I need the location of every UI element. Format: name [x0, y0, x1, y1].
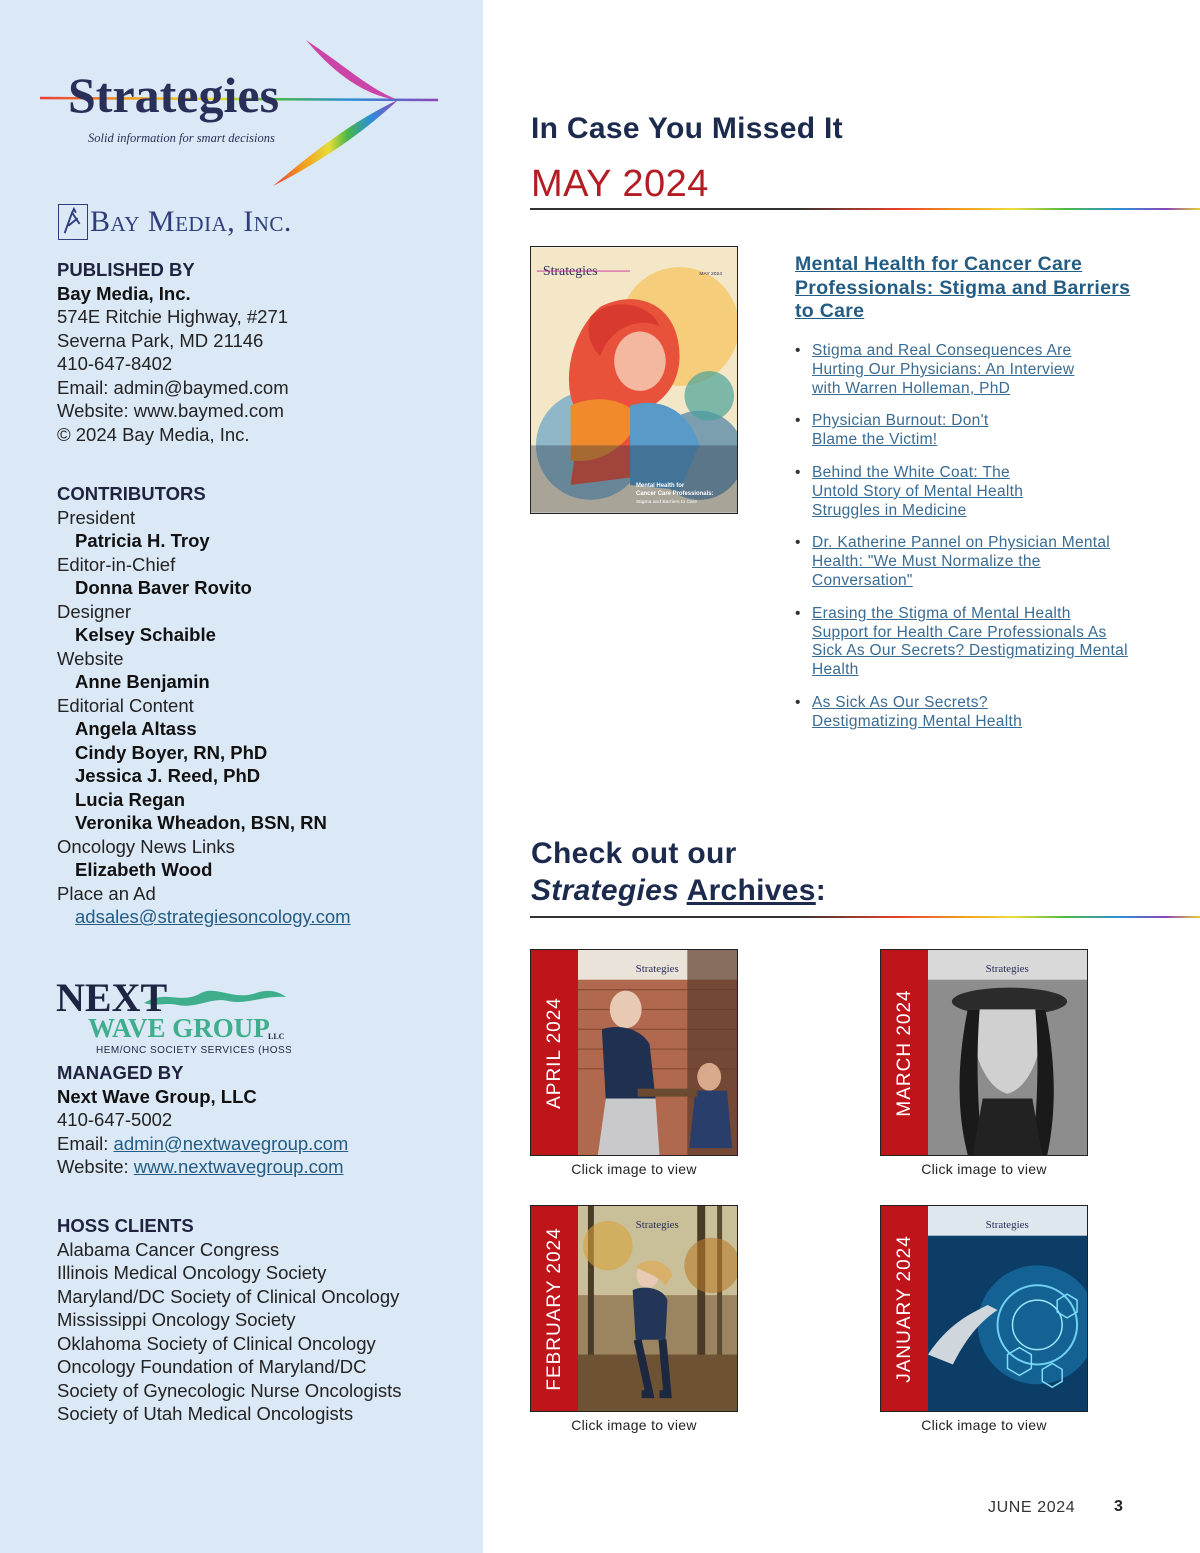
contributor-name: Jessica J. Reed, PhD [75, 765, 261, 786]
archives-heading [531, 835, 826, 909]
ad-email-link[interactable]: adsales@strategiesoncology.com [75, 906, 351, 927]
svg-text:MAY 2024: MAY 2024 [699, 272, 722, 278]
heron-icon [58, 204, 88, 240]
hoss-client: Illinois Medical Oncology Society [57, 1262, 327, 1283]
role-label: Website [57, 647, 124, 669]
archive-cover-february-2024[interactable] [530, 1205, 738, 1412]
sidebar [0, 0, 483, 1553]
rainbow-divider [530, 916, 1200, 918]
manager-email-link[interactable]: admin@nextwavegroup.com [113, 1132, 349, 1154]
article-link[interactable]: • Stigma and Real Consequences Are Hurting Our Physicians: An Interview with Warren Holleman, PhD [795, 342, 1095, 398]
rainbow-divider [530, 208, 1200, 210]
email-label: Email: [57, 1132, 114, 1154]
publisher-address-2: Severna Park, MD 21146 [57, 329, 264, 351]
cover-art [928, 1206, 1087, 1411]
role-label: Editor-in-Chief [57, 553, 176, 575]
svg-text:Strategies: Strategies [542, 263, 598, 279]
archives-heading-strategies: Strategies [531, 874, 680, 907]
hoss-client: Mississippi Oncology Society [57, 1309, 296, 1330]
manager-website-row [57, 1155, 348, 1179]
issue-month: MAY 2024 [531, 163, 709, 205]
svg-text:HEM/ONC SOCIETY SERVICES (HOSS: HEM/ONC SOCIETY SERVICES (HOSS) [96, 1045, 291, 1056]
archive-caption: Click image to view [921, 1161, 1047, 1177]
article-link[interactable]: • Dr. Katherine Pannel on Physician Mental Health: "We Must Normalize the Conversation" [795, 534, 1125, 590]
strategies-logo [38, 38, 443, 188]
contributor-name: Anne Benjamin [75, 671, 210, 692]
issue-month-label: APRIL 2024 [543, 996, 565, 1109]
cover-art [578, 1206, 737, 1411]
svg-text:Mental Health for: Mental Health for [635, 482, 685, 489]
svg-text:NEXT: NEXT [56, 975, 168, 1020]
manager-website-link[interactable]: www.nextwavegroup.com [133, 1156, 344, 1177]
archive-caption: Click image to view [571, 1417, 697, 1433]
svg-text:Strategies: Strategies [68, 67, 280, 123]
archives-heading-colon: : [815, 874, 827, 907]
managed-heading: MANAGED BY [57, 1062, 184, 1083]
issue-month-label: FEBRUARY 2024 [543, 1226, 565, 1391]
icymi-heading: In Case You Missed It [531, 112, 843, 145]
svg-text:LLC: LLC [268, 1032, 285, 1041]
svg-text:Strategies: Strategies [985, 962, 1029, 975]
hoss-client: Oncology Foundation of Maryland/DC [57, 1356, 367, 1377]
feature-article-link[interactable]: Mental Health for Cancer Care Professionals: Stigma and Barriers to Care [795, 253, 1131, 322]
role-label: Editorial Content [57, 694, 194, 716]
managed-by-block [57, 1061, 348, 1179]
contributor-name: Veronika Wheadon, BSN, RN [75, 812, 327, 833]
contributor-name: Lucia Regan [75, 788, 185, 810]
hoss-client: Society of Utah Medical Oncologists [57, 1403, 354, 1424]
svg-text:Strategies: Strategies [635, 962, 679, 975]
cover-art [578, 950, 737, 1155]
svg-text:Cancer Care Professionals:: Cancer Care Professionals: [635, 490, 714, 497]
archive-cover-january-2024[interactable] [880, 1205, 1088, 1412]
issue-band [881, 950, 928, 1155]
hoss-heading: HOSS CLIENTS [57, 1215, 194, 1236]
archives-link[interactable]: Archives [686, 874, 816, 907]
role-label: Designer [57, 600, 132, 622]
published-by-block [57, 258, 289, 446]
role-label: President [57, 506, 136, 528]
publisher-address-1: 574E Ritchie Highway, #271 [57, 306, 289, 327]
svg-text:WAVE GROUP: WAVE GROUP [88, 1013, 270, 1043]
may-2024-cover[interactable] [530, 246, 738, 514]
publisher-phone: 410-647-8402 [57, 353, 173, 374]
contributor-name: Kelsey Schaible [75, 624, 216, 645]
ad-label: Place an Ad [57, 882, 156, 904]
hoss-clients-block [57, 1214, 401, 1426]
manager-name: Next Wave Group, LLC [57, 1085, 257, 1107]
contributors-heading: CONTRIBUTORS [57, 483, 206, 504]
article-link[interactable]: • Physician Burnout: Don't Blame the Victim! [795, 412, 1005, 450]
issue-band [531, 1206, 578, 1411]
publisher-email: Email: admin@baymed.com [57, 376, 289, 398]
article-link[interactable]: • Erasing the Stigma of Mental Health Support for Health Care Professionals As Sick As Our Secrets? Destigmatizing Mental Health [795, 605, 1130, 680]
archive-caption: Click image to view [571, 1161, 697, 1177]
contributor-name: Donna Baver Rovito [75, 577, 252, 598]
bay-media-logo [58, 200, 358, 244]
article-list [795, 342, 1140, 746]
footer-issue: JUNE 2024 [988, 1499, 1076, 1516]
contributor-name: Angela Altass [75, 718, 197, 739]
svg-text:Solid information for smart de: Solid information for smart decisions [88, 131, 275, 145]
contributor-name: Cindy Boyer, RN, PhD [75, 741, 268, 763]
archives-heading-line1: Check out our [531, 837, 737, 870]
cover-art [928, 950, 1087, 1155]
hoss-client: Maryland/DC Society of Clinical Oncology [57, 1285, 400, 1307]
archive-cover-april-2024[interactable] [530, 949, 738, 1156]
publisher-website: Website: www.baymed.com [57, 400, 284, 421]
publisher-name: Bay Media, Inc. [57, 282, 191, 304]
manager-phone: 410-647-5002 [57, 1109, 173, 1130]
issue-month-label: JANUARY 2024 [893, 1234, 915, 1383]
svg-text:Strategies: Strategies [635, 1218, 679, 1231]
issue-month-label: MARCH 2024 [893, 988, 915, 1117]
contributor-name: Patricia H. Troy [75, 530, 210, 551]
role-label: Oncology News Links [57, 835, 235, 857]
hoss-client: Society of Gynecologic Nurse Oncologists [57, 1379, 402, 1401]
published-heading: PUBLISHED BY [57, 259, 195, 280]
article-link[interactable]: • Behind the White Coat: The Untold Story of Mental Health Struggles in Medicine [795, 464, 1043, 520]
manager-email-row [57, 1132, 348, 1156]
publisher-copyright: © 2024 Bay Media, Inc. [57, 423, 250, 445]
website-label: Website: [57, 1156, 134, 1177]
bay-media-name: Bay Media, Inc. [90, 205, 292, 238]
contributor-name: Elizabeth Wood [75, 859, 213, 880]
archive-caption: Click image to view [921, 1417, 1047, 1433]
svg-text:Strategies: Strategies [985, 1218, 1029, 1231]
hoss-client: Oklahoma Society of Clinical Oncology [57, 1332, 376, 1354]
page-number: 3 [1114, 1498, 1123, 1515]
article-link[interactable]: • As Sick As Our Secrets? Destigmatizing Mental Health [795, 694, 1045, 732]
svg-text:Stigma and Barriers to Care: Stigma and Barriers to Care [635, 499, 698, 505]
hoss-client: Alabama Cancer Congress [57, 1238, 280, 1260]
next-wave-logo [56, 975, 291, 1060]
issue-band [881, 1206, 928, 1411]
issue-band [531, 950, 578, 1155]
contributors-block [57, 482, 351, 929]
archive-cover-march-2024[interactable] [880, 949, 1088, 1156]
